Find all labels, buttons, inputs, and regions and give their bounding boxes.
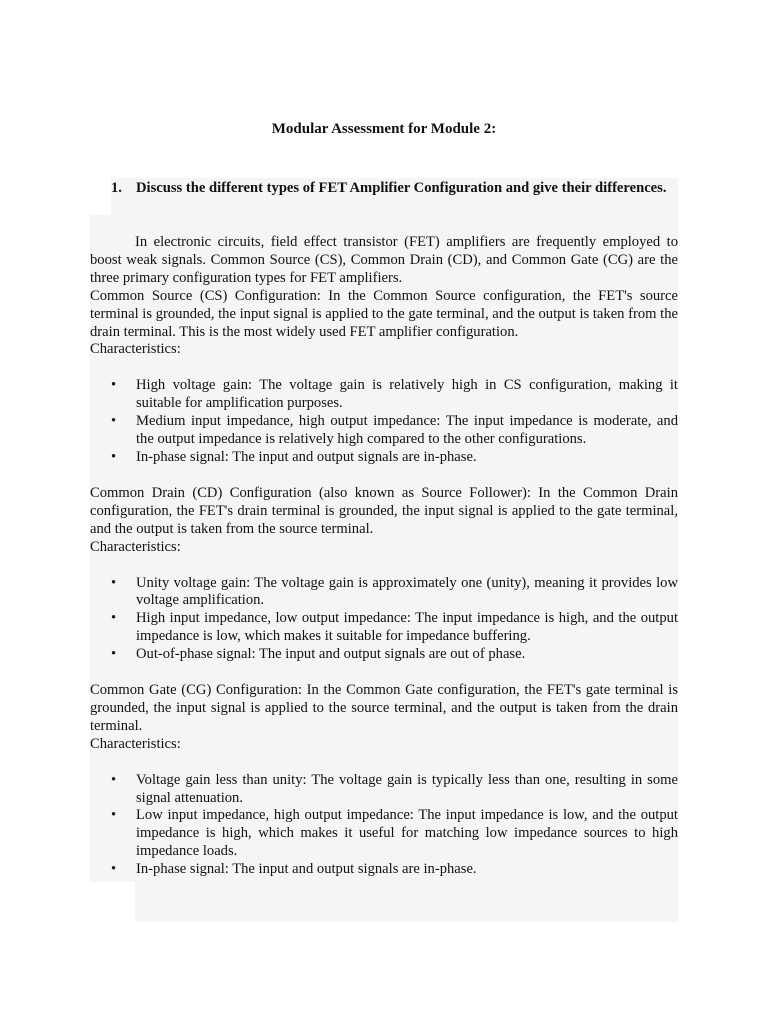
cd-bullet-list: [90, 575, 678, 665]
cs-characteristics-label: Characteristics:: [90, 341, 181, 358]
list-item: [90, 449, 678, 467]
list-item-text: Unity voltage gain: The voltage gain is approximately one (unity), meaning it provides low voltage amplification.: [136, 574, 678, 609]
list-item: [90, 575, 678, 611]
bullet-icon: •: [111, 448, 117, 465]
list-item: [90, 646, 678, 664]
list-item-text: High input impedance, low output impedance: The input impedance is high, and the output impedance is low, which makes it suitable for impedance buffering.: [136, 610, 678, 645]
cg-characteristics-label: Characteristics:: [90, 735, 181, 752]
cd-characteristics-label: Characteristics:: [90, 538, 181, 555]
list-item-text: Low input impedance, high output impedance: The input impedance is low, and the output impedance is high, which makes it useful for matching low impedance sources to high impedance loads.: [136, 807, 678, 860]
list-item-text: Out-of-phase signal: The input and output signals are out of phase.: [136, 646, 526, 663]
list-item-text: Voltage gain less than unity: The voltage gain is typically less than one, resulting in some signal attenuation.: [136, 771, 678, 806]
bullet-icon: •: [111, 807, 117, 824]
list-item: [90, 413, 678, 449]
bullet-icon: •: [111, 771, 117, 788]
bullet-icon: •: [111, 861, 117, 878]
bullet-icon: •: [111, 610, 117, 627]
list-item-text: In-phase signal: The input and output signals are in-phase.: [136, 448, 477, 465]
bullet-icon: •: [111, 413, 117, 430]
question-text: Discuss the different types of FET Amplifier Configuration and give their differences.: [136, 180, 667, 196]
cs-description: Common Source (CS) Configuration: In the Common Source configuration, the FET's source terminal is grounded, the input signal is applied to the gate terminal, and the output is taken from the drain terminal. This is the most widely used FET amplifier configuration.: [90, 287, 678, 340]
intro-paragraph: In electronic circuits, field effect transistor (FET) amplifiers are frequently employed to boost weak signals. Common Source (CS), Common Drain (CD), and Common Gate (CG) are the three primary configuration types for FET amplifiers.: [90, 234, 678, 286]
answer-body: [90, 234, 678, 879]
list-item: [90, 377, 678, 413]
list-item: [90, 861, 678, 879]
question-heading: [111, 179, 678, 197]
bullet-icon: •: [111, 377, 117, 394]
question-number: 1.: [111, 180, 122, 196]
list-item-text: Medium input impedance, high output impedance: The input impedance is moderate, and the output impedance is relatively high compared to the other configurations.: [136, 413, 678, 448]
cd-description: Common Drain (CD) Configuration (also known as Source Follower): In the Common Drain configuration, the FET's drain terminal is grounded, the input signal is applied to the gate terminal, and the output is taken from the source terminal.: [90, 484, 678, 537]
list-item-text: High voltage gain: The voltage gain is relatively high in CS configuration, making it suitable for amplification purposes.: [136, 377, 678, 412]
cg-description: Common Gate (CG) Configuration: In the Common Gate configuration, the FET's gate terminal is grounded, the input signal is applied to the source terminal, and the output is taken from the drain terminal.: [90, 682, 678, 734]
list-item: [90, 807, 678, 861]
cs-bullet-list: [90, 377, 678, 467]
list-item: [90, 610, 678, 646]
bullet-icon: •: [111, 646, 117, 663]
list-item-text: In-phase signal: The input and output signals are in-phase.: [136, 861, 477, 878]
shaded-region-tail: [135, 882, 678, 922]
page-title: Modular Assessment for Module 2:: [271, 121, 497, 137]
cg-bullet-list: [90, 772, 678, 879]
bullet-icon: •: [111, 574, 117, 591]
list-item: [90, 772, 678, 808]
